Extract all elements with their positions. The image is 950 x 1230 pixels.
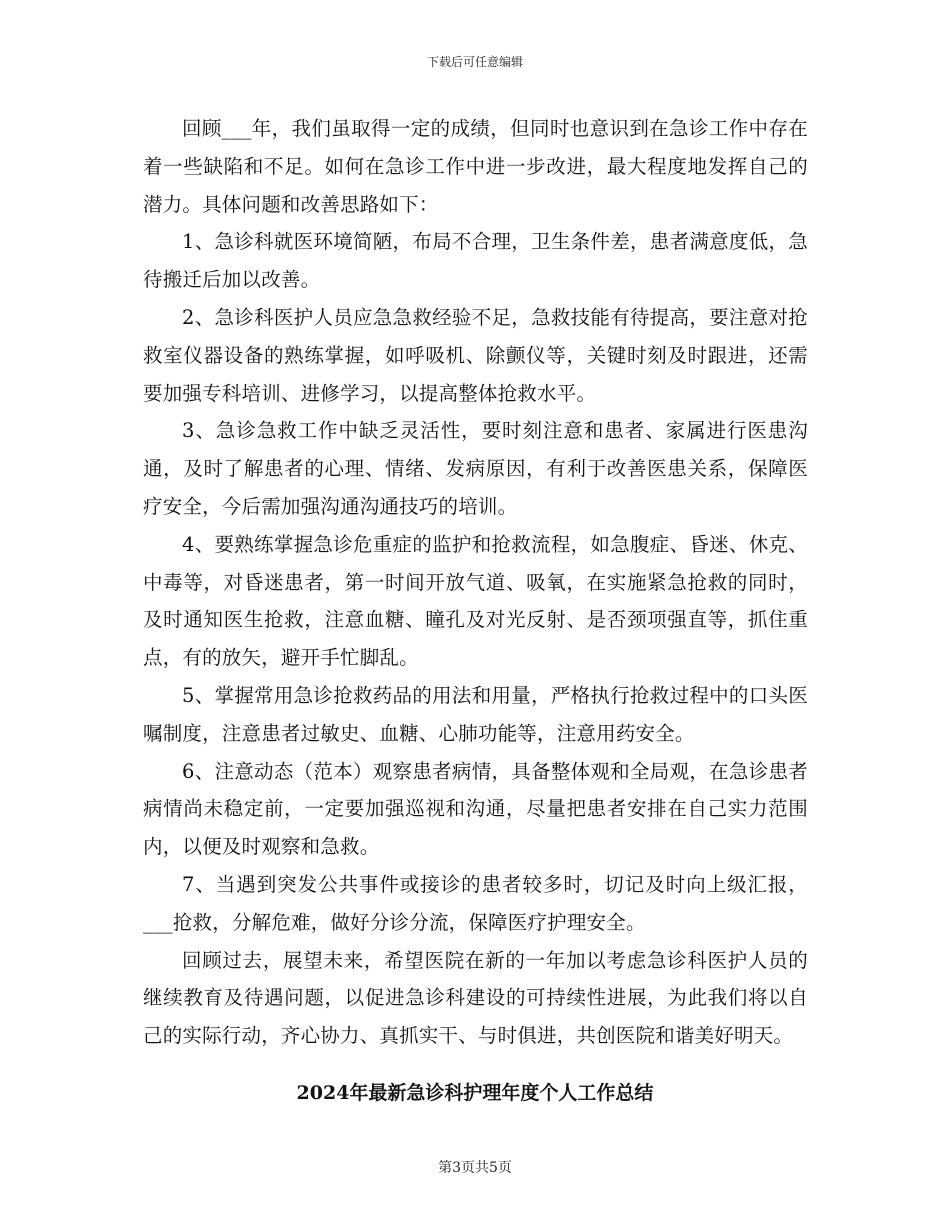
header-note: 下载后可任意编辑 <box>426 55 523 69</box>
body-text <box>143 110 808 1055</box>
paragraph-item-2: 2、急诊科医护人员应急急救经验不足，急救技能有待提高，要注意对抢救室仪器设备的熟练掌握，如呼吸机、除颤仪等，关键时刻及时跟进，还需要加强专科培训、进修学习，以提高整体抢救水平。 <box>143 305 808 405</box>
page-number: 第3页共5页 <box>438 1160 512 1176</box>
section-title: 2024年最新急诊科护理年度个人工作总结 <box>296 1082 654 1104</box>
paragraph-intro: 回顾___年，我们虽取得一定的成绩，但同时也意识到在急诊工作中存在着一些缺陷和不足。如何在急诊工作中进一步改进，最大程度地发挥自己的潜力。具体问题和改善思路如下： <box>143 117 808 216</box>
paragraph-item-6: 6、注意动态（范本）观察患者病情，具备整体观和全局观，在急诊患者病情尚未稳定前，一定要加强巡视和沟通，尽量把患者安排在自己实力范围内，以便及时观察和急救。 <box>143 759 808 859</box>
paragraph-item-7: 7、当遇到突发公共事件或接诊的患者较多时，切记及时向上级汇报，___抢救，分解危难，做好分诊分流，保障医疗护理安全。 <box>143 872 808 934</box>
paragraph-conclusion: 回顾过去，展望未来，希望医院在新的一年加以考虑急诊科医护人员的继续教育及待遇问题，以促进急诊科建设的可持续性进展，为此我们将以自己的实际行动，齐心协力、真抓实干、与时俱进，共创医院和谐美好明天。 <box>143 948 808 1048</box>
paragraph-item-1: 1、急诊科就医环境简陋，布局不合理，卫生条件差，患者满意度低，急待搬迁后加以改善。 <box>143 230 808 292</box>
paragraph-item-5: 5、掌握常用急诊抢救药品的用法和用量，严格执行抢救过程中的口头医嘱制度，注意患者过敏史、血糖、心肺功能等，注意用药安全。 <box>143 683 808 745</box>
paragraph-item-4: 4、要熟练掌握急诊危重症的监护和抢救流程，如急腹症、昏迷、休克、中毒等，对昏迷患者，第一时间开放气道、吸氧，在实施紧急抢救的同时，及时通知医生抢救，注意血糖、瞳孔及对光反射、是否颈项强直等，抓住重点，有的放矢，避开手忙脚乱。 <box>143 532 808 670</box>
paragraph-item-3: 3、急诊急救工作中缺乏灵活性，要时刻注意和患者、家属进行医患沟通，及时了解患者的心理、情绪、发病原因，有利于改善医患关系，保障医疗安全，今后需加强沟通沟通技巧的培训。 <box>143 419 808 518</box>
